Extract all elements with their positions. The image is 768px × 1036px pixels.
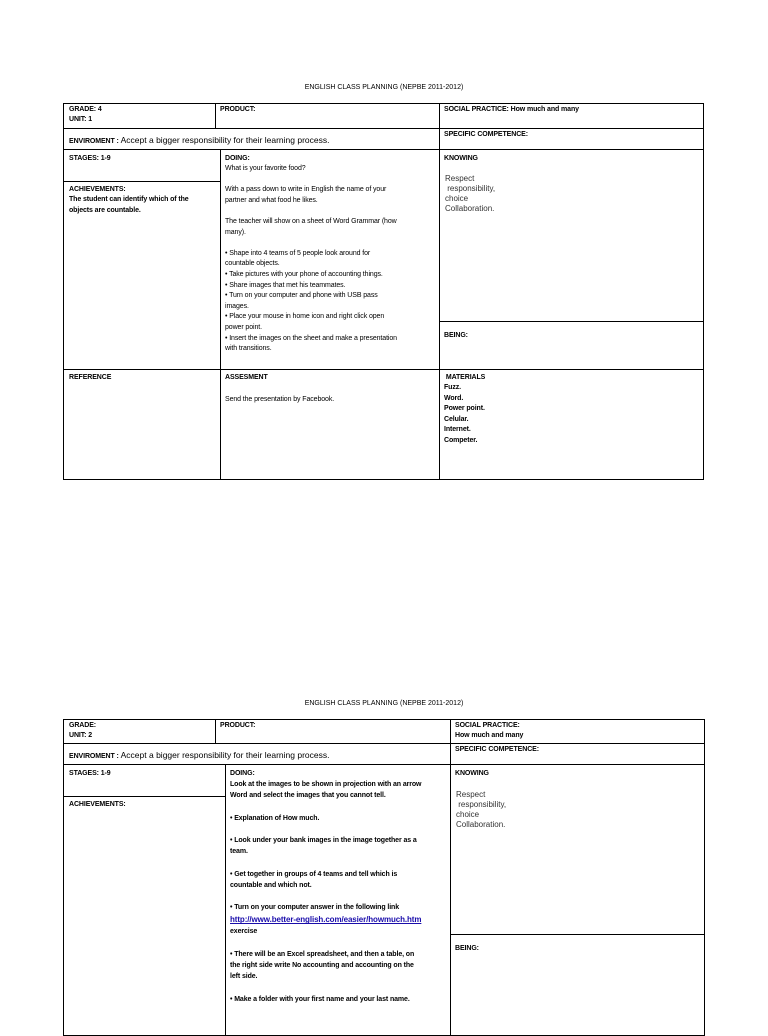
stages-cell [63, 149, 221, 182]
knowing-item: choice [456, 810, 480, 819]
specific-competence-label: SPECIFIC COMPETENCE: [455, 746, 539, 753]
doing-line: countable objects. [225, 260, 280, 268]
doing-line: power point. [225, 323, 262, 331]
environment-cell [63, 743, 451, 765]
doing-line: with transitions. [225, 345, 272, 353]
knowing-list [456, 790, 506, 830]
grade-label: GRADE: [69, 722, 97, 729]
reference-label: REFERENCE [69, 374, 112, 381]
doing-line: many). [225, 228, 246, 236]
assesment-text: Send the presentation by Facebook. [225, 396, 335, 403]
achievements-line-1: The student can identify which of the [69, 196, 189, 203]
social-practice-cell [450, 719, 705, 744]
doing-line: images. [225, 302, 249, 310]
knowing-label: KNOWING [444, 155, 478, 162]
doing-line: team. [230, 848, 248, 856]
stages-cell [63, 764, 226, 797]
specific-competence-cell [450, 743, 705, 765]
product-cell [215, 103, 440, 129]
stages-label: STAGES: 1-9 [69, 770, 111, 777]
doing-line [225, 238, 397, 249]
doing-line: • Share images that met his teammates. [225, 281, 346, 289]
doing-line: partner and what food he likes. [225, 196, 318, 204]
social-practice-value: How much and many [455, 732, 524, 739]
howmuch-exercise-link[interactable]: http://www.better-english.com/easier/howmuch.htm [230, 915, 422, 925]
doing-line: • Turn on your computer answer in the following link [230, 904, 400, 912]
doing-cell [225, 764, 451, 1036]
stages-label: STAGES: 1-9 [69, 155, 111, 162]
product-label: PRODUCT: [220, 722, 256, 729]
knowing-item: Respect [456, 790, 486, 799]
environment-label: ENVIROMENT : [69, 753, 119, 760]
doing-line: • Place your mouse in home icon and right click open [225, 313, 385, 321]
doing-line [230, 938, 421, 949]
materials-cell [439, 369, 704, 480]
doing-line: Word and select the images that you cannot tell. [230, 792, 386, 800]
knowing-item: responsibility, [456, 800, 507, 809]
doing-line [230, 824, 421, 835]
doing-line [230, 982, 421, 993]
knowing-item: choice [445, 194, 469, 203]
product-cell [215, 719, 451, 744]
materials-item: Word. [444, 394, 464, 402]
doing-line: • There will be an Excel spreadsheet, and then a table, on [230, 950, 415, 958]
knowing-cell [450, 764, 705, 935]
materials-item: Fuzz. [444, 384, 461, 391]
being-cell [450, 934, 705, 1036]
doing-line: • Shape into 4 teams of 5 people look around for [225, 249, 371, 257]
doing-line: The teacher will show on a sheet of Word Grammar (how [225, 217, 397, 225]
doing-line: What is your favorite food? [225, 165, 306, 172]
doing-line: • Take pictures with your phone of accounting things. [225, 270, 383, 278]
page-2-title: ENGLISH CLASS PLANNING (NEPBE 2011-2012) [304, 700, 464, 707]
doing-line: • Explanation of How much. [230, 814, 320, 822]
knowing-cell [439, 149, 704, 322]
doing-text [225, 164, 397, 355]
doing-cell [220, 149, 440, 370]
doing-line [225, 206, 397, 217]
social-practice-label: SOCIAL PRACTICE: [455, 722, 520, 729]
grade-cell [63, 103, 216, 129]
materials-label: MATERIALS [444, 374, 486, 381]
reference-cell [63, 369, 221, 480]
doing-line: With a pass down to write in English the name of your [225, 186, 387, 194]
knowing-item: Collaboration. [445, 204, 495, 213]
being-label: BEING: [444, 332, 468, 339]
doing-line: • Turn on your computer and phone with USB pass [225, 292, 378, 300]
doing-line: countable and which not. [230, 881, 312, 889]
grade-cell [63, 719, 216, 744]
knowing-list [445, 174, 495, 214]
knowing-item: Collaboration. [456, 820, 506, 829]
unit-label: UNIT: 2 [69, 732, 93, 739]
knowing-item: responsibility, [445, 184, 496, 193]
doing-line [230, 857, 421, 868]
achievements-label: ACHIEVEMENTS: [69, 186, 126, 193]
achievements-line-2: objects are countable. [69, 207, 141, 214]
doing-line: Look at the images to be shown in projection with an arrow [230, 781, 422, 788]
doing-line: • Make a folder with your first name and your last name. [230, 995, 410, 1003]
doing-line: • Insert the images on the sheet and make a presentation [225, 334, 397, 342]
social-practice-cell [439, 103, 704, 129]
materials-item: Internet. [444, 426, 471, 434]
knowing-label: KNOWING [455, 770, 489, 777]
materials-list [444, 383, 485, 447]
doing-line: left side. [230, 973, 258, 981]
assesment-cell [220, 369, 440, 480]
environment-cell [63, 128, 440, 150]
doing-line: the right side write No accounting and accounting on the [230, 962, 414, 970]
social-practice-label: SOCIAL PRACTICE: How much and many [444, 106, 579, 113]
doing-line: exercise [230, 928, 258, 936]
unit-label: UNIT: 1 [69, 116, 93, 123]
materials-item: Celular. [444, 415, 469, 423]
grade-label: GRADE: 4 [69, 106, 102, 113]
materials-item: Power point. [444, 405, 485, 413]
achievements-cell [63, 796, 226, 1036]
doing-line [230, 801, 421, 812]
doing-label: DOING: [225, 155, 250, 162]
environment-text: Accept a bigger responsibility for their learning process. [118, 135, 330, 145]
doing-line [230, 891, 421, 902]
knowing-item: Respect [445, 174, 475, 183]
environment-label: ENVIROMENT : [69, 138, 119, 145]
doing-line: • Look under your bank images in the image together as a [230, 837, 417, 845]
assesment-label: ASSESMENT [225, 374, 268, 381]
specific-competence-cell [439, 128, 704, 150]
doing-line: • Get together in groups of 4 teams and tell which is [230, 870, 398, 878]
materials-item: Competer. [444, 436, 478, 444]
page-1-title: ENGLISH CLASS PLANNING (NEPBE 2011-2012) [304, 84, 464, 91]
being-cell [439, 321, 704, 370]
product-label: PRODUCT: [220, 106, 256, 113]
achievements-label: ACHIEVEMENTS: [69, 801, 126, 808]
environment-text: Accept a bigger responsibility for their learning process. [118, 750, 330, 760]
being-label: BEING: [455, 945, 479, 952]
achievements-cell [63, 181, 221, 370]
doing-text [230, 779, 421, 1005]
doing-label: DOING: [230, 770, 255, 777]
specific-competence-label: SPECIFIC COMPETENCE: [444, 131, 528, 138]
doing-line [225, 175, 397, 186]
